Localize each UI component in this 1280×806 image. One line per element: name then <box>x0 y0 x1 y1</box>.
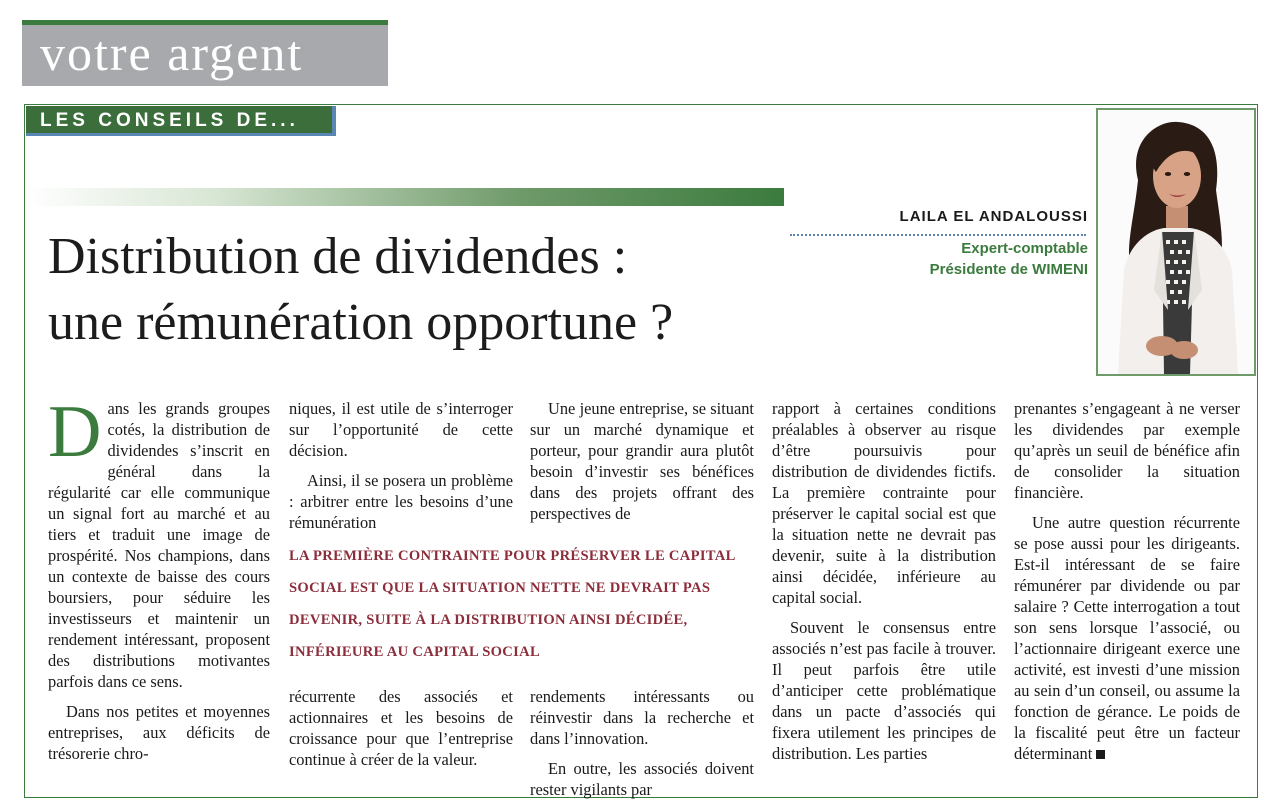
paragraph: En outre, les associés doivent rester vigilants par <box>530 759 754 799</box>
end-mark-icon <box>1096 750 1105 759</box>
portrait-illustration <box>1098 110 1254 374</box>
kicker-banner <box>26 106 336 136</box>
paragraph <box>48 391 270 692</box>
pull-quote: LA PREMIÈRE CONTRAINTE POUR PRÉSERVER LE CAPITAL SOCIAL EST QUE LA SITUATION NETTE NE DEVRAIT PAS DEVENIR, SUITE À LA DISTRIBUTION AINSI DÉCIDÉE, INFÉRIEURE AU CAPITAL SOCIAL <box>289 548 735 660</box>
paragraph: rendements intéressants ou réinvestir dans la recherche et dans l’innovation. <box>530 687 754 748</box>
author-name: LAILA EL ANDALOUSSI <box>899 208 1088 225</box>
article-column-2-top <box>289 398 513 533</box>
author-divider <box>790 234 1086 236</box>
article-column-2-bottom <box>289 686 513 770</box>
article-column-3-bottom <box>530 686 754 800</box>
paragraph: Souvent le consensus entre associés n’est pas facile à trouver. Il peut parfois être utile d’anticiper cette problématique dans un pacte d’associés qui fixera utilement les principes de distribution. Les parties <box>772 618 996 763</box>
article-column-1 <box>48 391 270 764</box>
paragraph: Une jeune entreprise, se situant sur un marché dynamique et porteur, pour grandir aura plutôt besoin d’investir ses bénéfices dans des projets offrant des perspectives de <box>530 399 754 523</box>
article-column-3-top <box>530 398 754 524</box>
section-header <box>22 20 388 86</box>
author-role: Expert-comptable <box>961 240 1088 257</box>
kicker-label: LES CONSEILS DE... <box>40 110 299 131</box>
author-portrait-photo <box>1096 108 1256 376</box>
headline-line-1: Distribution de dividendes : <box>48 228 628 285</box>
article-headline <box>48 224 808 356</box>
drop-cap: D <box>48 391 102 473</box>
headline-line-2: une rémunération opportune ? <box>48 294 674 351</box>
author-organization: Présidente de WIMENI <box>929 261 1088 278</box>
paragraph: rapport à certaines conditions préalables à observer au risque d’être poursuivis pour distribution de dividendes fictifs. La première contrainte pour préserver le capital social est que la situation nette ne devrait pas devenir, suite à la distribution ainsi décidée, inférieure au capital social. <box>772 399 996 607</box>
paragraph: Ainsi, il se posera un problème : arbitrer entre les besoins d’une rémunération <box>289 471 513 532</box>
paragraph-text: Une autre question récurrente se pose aussi pour les dirigeants. Est-il intéressant de se faire rémunérer par dividende ou par salaire ? Cette interrogation a tout son sens lorsque l’associé, ou l’actionnaire dirigeant exerce une activité, est investi d’une mission au sein d’un conseil, ou assume la fonction de gérance. Le poids de la fiscalité peut être un facteur déterminant <box>1014 513 1240 763</box>
paragraph <box>1014 512 1240 764</box>
article-column-5 <box>1014 398 1240 764</box>
paragraph: niques, il est utile de s’interroger sur l’opportunité de cette décision. <box>289 399 513 460</box>
paragraph-text: ans les grands groupes cotés, la distribution de dividendes s’inscrit en général dans la régularité car elle communique un signal fort au marché et au tiers et traduit une image de prospérité. Nos champions, dans un contexte de baisse des cours boursiers, pour séduire les investisseurs et maintenir un rendement intéressant, proposent des distributions motivantes parfois dans ce sens. <box>48 399 270 691</box>
section-title: votre argent <box>40 25 304 81</box>
paragraph: Dans nos petites et moyennes entreprises, aux déficits de trésorerie chro- <box>48 702 270 763</box>
decorative-gradient-bar <box>26 188 784 206</box>
article-column-4 <box>772 398 996 764</box>
paragraph: prenantes s’engageant à ne verser les dividendes par exemple qu’après un seuil de bénéfice afin de consolider la situation financière. <box>1014 399 1240 502</box>
paragraph: récurrente des associés et actionnaires et les besoins de croissance pour que l’entreprise continue à créer de la valeur. <box>289 687 513 769</box>
